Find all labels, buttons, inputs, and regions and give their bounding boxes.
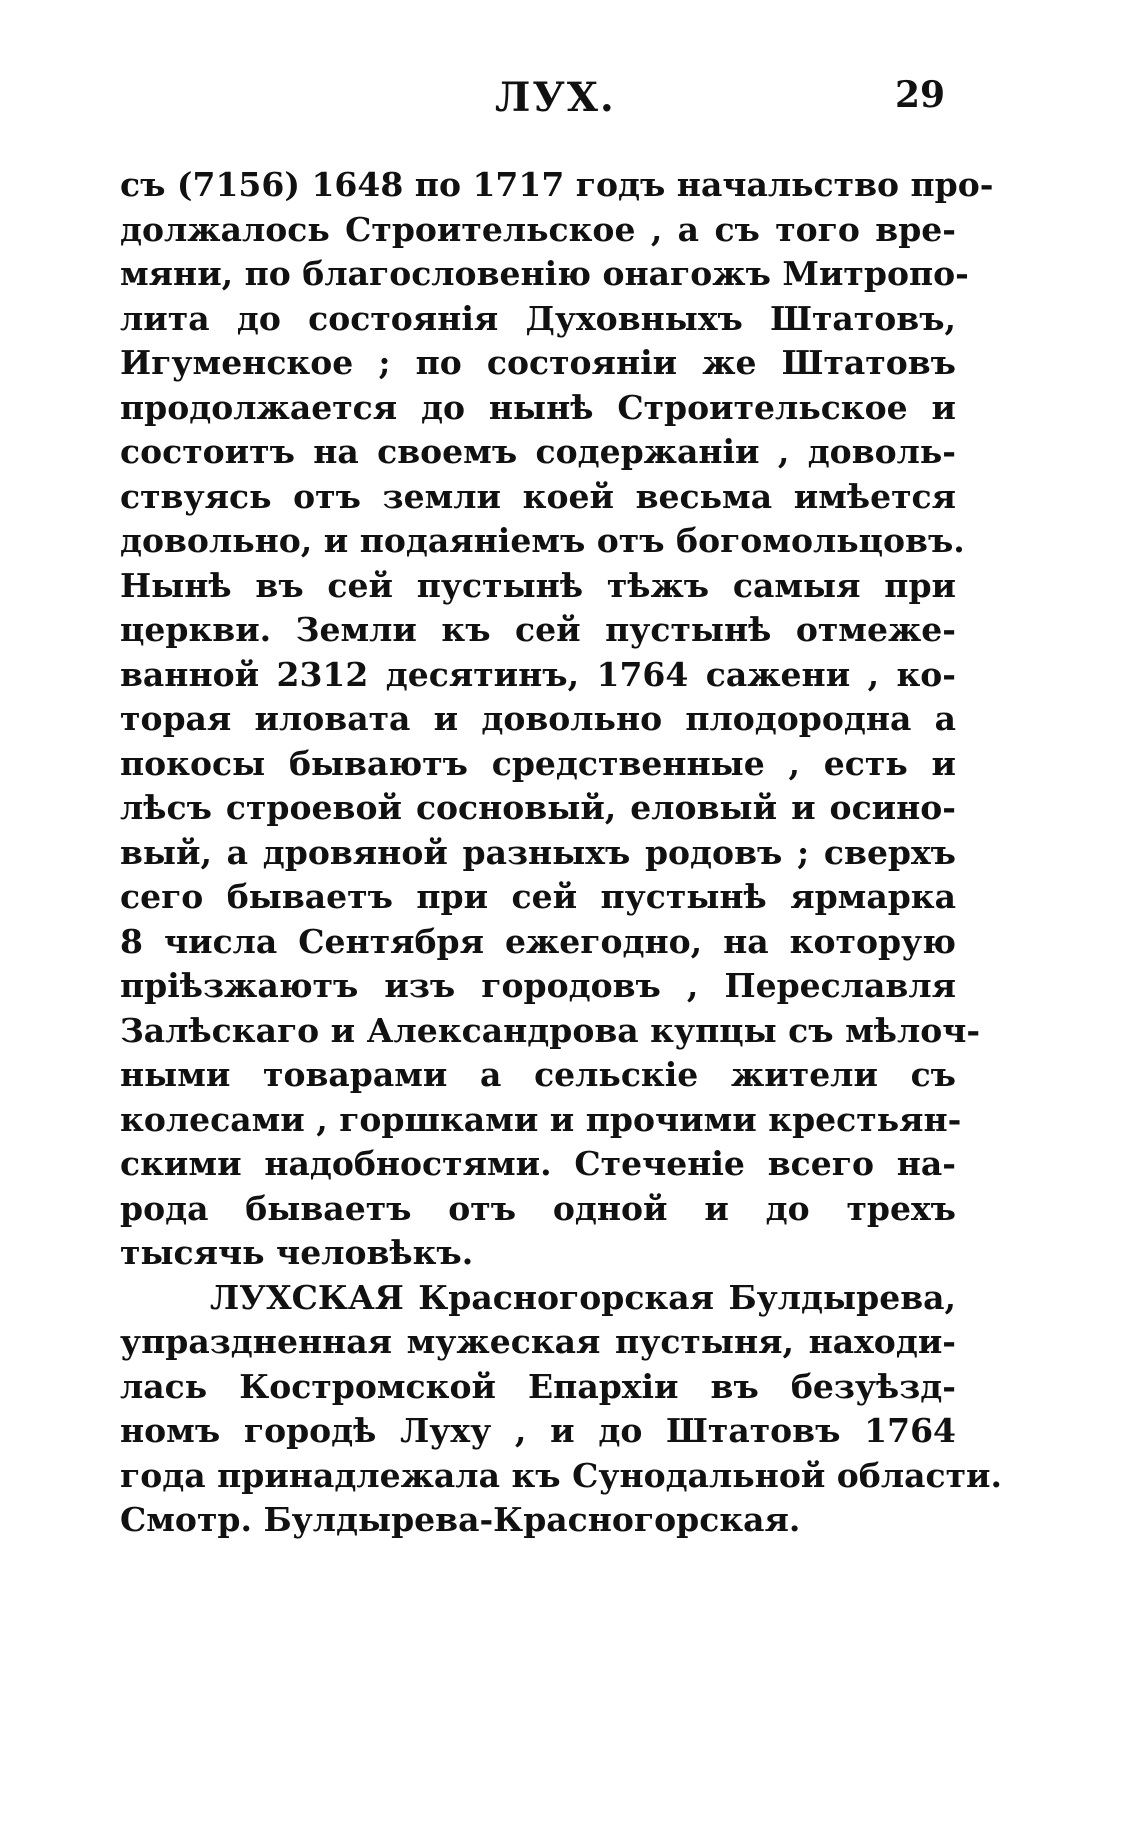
text-line: сего бываетъ при сей пустынѣ ярмарка	[120, 877, 956, 916]
text-line: церкви. Земли къ сей пустынѣ отмеже-	[120, 610, 956, 649]
body-text	[120, 163, 1002, 1543]
text-line: Смотр. Булдырева-Красногорская.	[120, 1500, 801, 1539]
text-line: ванной 2312 десятинъ, 1764 сажени , ко-	[120, 654, 956, 694]
running-head: ЛУХ.	[495, 74, 616, 121]
text-line: довольно, и подаянiемъ отъ богомольцовъ.	[120, 521, 965, 560]
text-line: ствуясь отъ земли коей весьма имѣется	[120, 476, 956, 516]
text-line: покосы бываютъ средственные , есть и	[120, 743, 956, 783]
page-number: 29	[895, 74, 946, 116]
text-line: рода бываетъ отъ одной и до трехъ	[120, 1188, 956, 1228]
text-line: упраздненная мужеская пустыня, находи-	[120, 1322, 956, 1361]
text-line: тысячь человѣкъ.	[120, 1233, 474, 1272]
text-line: Залѣскаго и Александрова купцы съ мѣлоч-	[120, 1010, 981, 1050]
text-line: Нынѣ въ сей пустынѣ тѣжъ самыя при	[120, 565, 956, 605]
text-line: лита до состоянія Духовныхъ Штатовъ,	[120, 298, 956, 338]
text-line: года принадлежала къ Сунодальной области.	[120, 1455, 1002, 1495]
text-line: прiѣзжаютъ изъ городовъ , Переславля	[120, 966, 956, 1005]
text-line: номъ городѣ Луху , и до Штатовъ 1764	[120, 1411, 956, 1450]
text-line: 8 числа Сентября ежегодно, на которую	[120, 921, 956, 961]
text-line: мяни, по благословенію онагожъ Митропо-	[120, 254, 969, 293]
text-line: колесами , горшками и прочими крестьян-	[120, 1099, 962, 1139]
paragraph-2	[120, 1276, 1002, 1543]
text-line: лѣсъ строевой сосновый, еловый и осино-	[120, 788, 956, 827]
paragraph-1	[120, 163, 994, 1276]
text-line: скими надобностями. Стеченiе всего на-	[120, 1144, 956, 1183]
text-line: продолжается до нынѣ Строительское и	[120, 387, 956, 427]
text-line: состоитъ на своемъ содержанiи , доволь-	[120, 432, 956, 471]
text-line: лась Костромской Епархiи въ безуѣзд-	[120, 1366, 956, 1406]
text-line: торая иловата и довольно плодородна а	[120, 699, 956, 738]
text-line: Игуменское ; по состоянiи же Штатовъ	[120, 343, 956, 382]
text-line: должалось Строительское , а съ того вре-	[120, 209, 956, 249]
page-header	[0, 68, 1140, 128]
text-line: съ (7156) 1648 по 1717 годъ начальство про-	[120, 165, 994, 204]
text-line: ЛУХСКАЯ Красногорская Булдырева,	[210, 1277, 956, 1317]
text-line: ными товарами а сельскiе жители съ	[120, 1055, 956, 1094]
text-line: вый, а дровяной разныхъ родовъ ; сверхъ	[120, 832, 956, 872]
